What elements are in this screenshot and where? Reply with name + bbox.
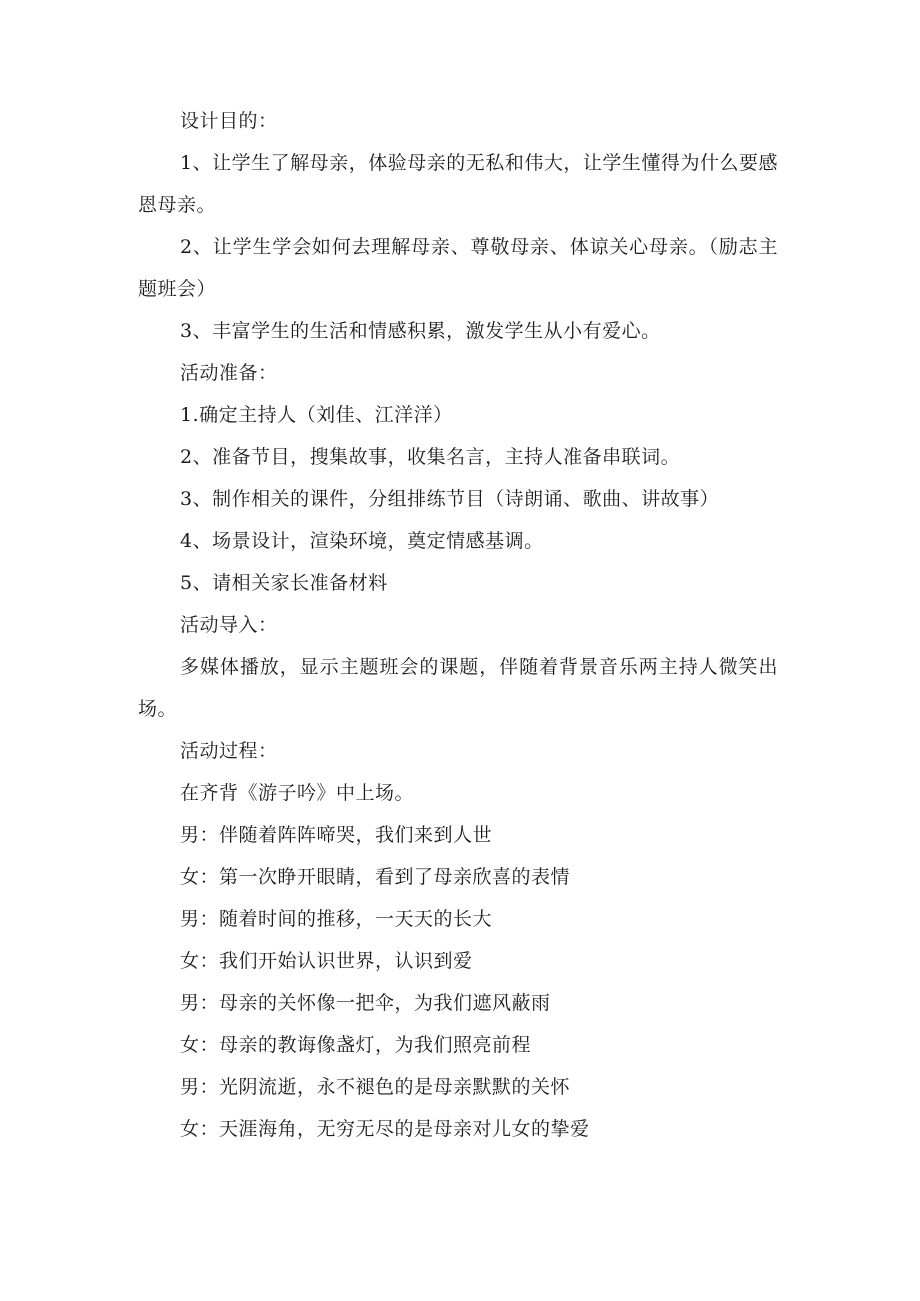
dialogue-line-1: 男：伴随着阵阵啼哭，我们来到人世	[180, 824, 493, 846]
dialogue-line-5: 男：母亲的关怀像一把伞，为我们遮风蔽雨	[180, 992, 551, 1014]
heading-activity-process: 活动过程：	[180, 740, 278, 762]
preparation-item-1: 1.确定主持人（刘佳、江洋洋）	[180, 404, 453, 426]
dialogue-line-2: 女：第一次睁开眼睛，看到了母亲欣喜的表情	[180, 866, 571, 888]
heading-design-purpose: 设计目的：	[180, 110, 278, 132]
dialogue-line-6: 女：母亲的教诲像盏灯，为我们照亮前程	[180, 1034, 532, 1056]
purpose-item-3: 3、丰富学生的生活和情感积累，激发学生从小有爱心。	[180, 320, 661, 342]
heading-activity-intro: 活动导入：	[180, 614, 278, 636]
purpose-item-2: 2、让学生学会如何去理解母亲、尊敬母亲、体谅关心母亲。（励志主题班会）	[138, 236, 778, 300]
intro-text: 多媒体播放，显示主题班会的课题，伴随着背景音乐两主持人微笑出场。	[138, 656, 778, 720]
preparation-item-2: 2、准备节目，搜集故事，收集名言，主持人准备串联词。	[180, 446, 681, 468]
heading-activity-preparation: 活动准备：	[180, 362, 278, 384]
dialogue-line-8: 女：天涯海角，无穷无尽的是母亲对儿女的挚爱	[180, 1118, 590, 1140]
process-line-1: 在齐背《游子吟》中上场。	[180, 782, 415, 804]
purpose-item-1: 1、让学生了解母亲，体验母亲的无私和伟大，让学生懂得为什么要感恩母亲。	[138, 152, 778, 216]
dialogue-line-4: 女：我们开始认识世界，认识到爱	[180, 950, 473, 972]
preparation-item-3: 3、制作相关的课件，分组排练节目（诗朗诵、歌曲、讲故事）	[180, 488, 720, 510]
dialogue-line-3: 男：随着时间的推移，一天天的长大	[180, 908, 493, 930]
document-body	[138, 100, 778, 1150]
dialogue-line-7: 男：光阴流逝，永不褪色的是母亲默默的关怀	[180, 1076, 571, 1098]
preparation-item-5: 5、请相关家长准备材料	[180, 572, 388, 594]
preparation-item-4: 4、场景设计，渲染环境，奠定情感基调。	[180, 530, 544, 552]
